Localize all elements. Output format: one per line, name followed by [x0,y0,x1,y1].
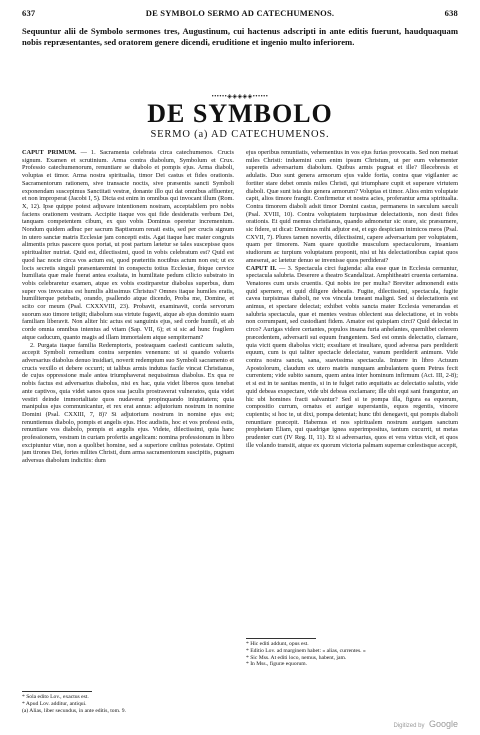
footnote: * Editio Lov. ad marginem habet: « alias, currentes. » [246,647,366,654]
footnote: * Apud Lov. additur, antiqui. [22,700,87,707]
paragraph [246,265,458,450]
running-header [22,8,458,22]
paragraph [22,149,234,342]
footnotes-right [246,641,458,668]
right-page-number: 638 [444,8,458,18]
watermark-prefix: Digitized by [393,723,425,729]
running-title: DE SYMBOLO SERMO AD CATECHUMENOS. [145,8,335,18]
right-text-column [246,149,458,633]
footnote: (a) Alias, liber secundus, in ante editis, tom. 9. [22,707,126,714]
chapter-lead: CAPUT PRIMUM. [22,149,77,156]
paragraph-text: — 3. Spectacula circi fugienda: alia esse quæ in Ecclesia cernuntur, spectacula salubria. Deserere a theatro Scandalizat. Amphitheatri cruenta certamina. Venatores cum ursis cruentis. Qui nobis ire per multa? Breviter admonendi estis quid spernere, et quid diligere debeatis. Fugite, dilectissimi, spectacula, fugite cavea turpisimas diaboli, ne vos vincula teneant maligni. Sed si delectationis est animus, et spectare delectat; exhibet vobis sancta mater Ecclesia venerandas et salubria spectacula, quæ et mentes vestras oblectent sua delectatione, et in vobis non corrumpant, sed custodiant fidem. Amator est quispiam circi? Quid delectat in circo? Aurigas videre certantes, populos insana furia anhelantes, quemlibet celerem præcedentem, adversarii sui equum frangentem. Sed est omnis delectatio, clamare, quia vicit quem diabolus vicit; exsultare et insultare, quod adversa pars perdiderit equum, cum is qui taliter spectacle delectatur, vanum perdiderit animum. Vide contra nostra sancta, sana, suavissima spectacula. Intuere in libro Actuum Apostolorum, claudum ex utero matris nunquam ambulantem quem Petrus fecit currentem; vide subito sanum, quem antea inter hominum infirmum (Act. III, 2-8); et si est in te sanitas mentis, si in te fulget ratio æquitatis ac delectatio salutis, vide quid debeas exspectare, vide ubi debeas exclamare; ille ubi equi sani franguntur, an hic ubi homines fracti salvantur? Sed si te pompa illa, figura ea equorum, compositio currum, ornatus et aurigæ superstantis, equos regentis, vincere cupientis; si hoc te, ut dixi, pompa detentat; hunc tibi denegavit, qui pompis diaboli renuntiare præcepit. Habemus et nos spiritualem nostrum aurigam sanctum prophetam Eliam, qui quadrigæ ignea superimpositus, tantum cucurrit, ut metas prudenter curt (IV Reg. II, 11). Et si adversarius, quos et vera virtus vicit, et quos ille volando transiit, atque ex quorum victoria palmam supernæ cœlestisque accepit, [246,264,458,449]
intro-paragraph: Sequuntur alii de Symbolo sermones tres, Augustinum, cui hactenus adscripti in ante editis fuerunt, haudquaquam nobis repræsentantes, sed oratorem genere dicendi, eruditione et ingenio multo inferiorem. [22,26,458,47]
footnote: * Hic editi addunt, opus est. [246,641,309,647]
digitized-watermark [393,719,458,729]
left-page-number: 637 [22,8,36,18]
google-logo: Google [428,719,458,729]
footnote: * Sola edito Lov., exactus est. [22,694,89,700]
footnote-rule [246,638,316,639]
left-text-column [22,149,234,689]
chapter-lead: CAPUT II. [246,264,277,272]
paragraph-text: — 1. Sacramenta celebrata circa catechumenos. Crucis signum. Examen et scrutinium. Arma contra diabolum, Symbolum et Crux. Professio catechumenorum, renuntiare se diabolo et pompis ejus. Arma diaboli, voluptas et timor. Arma nostra spiritualia, timor Dei castus et fides orationis. Sacramentorum rationem, sive transacte noctis, sive præsentis sancti Symboli exponendam suscepimus Sanctitati vestræ, donante illo qui dat omnibus affluenter, et non improperat (Jacobi I, 5). Dicta est enim in omnibus qui invocant illum (Rom. X, 12). Ipse quippe potest adjuvare intentionem nostram, acceptabilem pro nobis faciens orationem vestram. Accipite itaque vos qui fide desideratis verbum Dei, tanquam competentem cibum, ex quo vobis Dominus operetur incrementum. Nondum quidem adhuc per sacrum Baptismum renati estis, sed per crucis signum in utero sanctæ matris Ecclesiæ jam concepti estis. Agat itaque hæc mater congruis alimentis prius pascere quos portat, ut post partum lætetur se tales suscepisse quos spiritualiter nutriat. Quid est, dilectissimi, quod in vobis celebratum est? Quid est quod hac nocte circa vos actum est, quod præteritis noctibus actum non est; ut ex locis secretis singuli præsentaremini in conspectu totius Ecclesiæ, ibique cervice humiliata quæ male fuerat antea exaltata, in humilitate pedum cilicio substrato in vobis celebraretur examen, atque ex vobis exstirparetur diabolus superbus, dum super vos invocatus est humilis altissimus Christus? Omnes itaque humiles eratis, humiliterque petebatis, orando, psallendo atque dicendo, Proba me, Domine, et scito cor meum (Psal. CXXXVIII, 23). Probavit, examinavit, corda servorum suorum suo timore tetigit; diabolum sua virtute fugavit, atque ab ejus dominio suam familiam liberavit. Non aliter hic actus est sanguinis ejus, sed corde humili, et ab corde omnia omnibus intentus ad vitam (Sap. VII, 6); et si sic ad hunc fragilem atque caducum, quanto magis ad illam immortalem atque sempiternam? [22,149,234,341]
footnotes-left [22,694,234,714]
footnote-rule [22,691,92,692]
ornament-divider: ••••••◈◈◈◈◈•••••• [211,94,269,100]
sermon-subtitle: SERMO (a) AD CATECHUMENOS. [150,129,330,140]
paragraph [22,342,234,465]
footnote: * Sic Mss. At editi loco, nemus, habent, jam. [246,654,347,661]
paragraph-text: ejus operibus renuntiatis, vehementius in vos ejus furias provocatis. Sed non metuat miles Christi: induemini cum enim ipsum Christum, ut per eum vehementer superetis adversarium diabolum. Quibus armis pugnat et ille? Illecebresis et adulatis. Duo sunt genera armorum ejus valde fortia, contra quæ vigilanter ac fortiter stare debet omnis miles Christi, qui triumphare cupit et superare virtutem diaboli. Quæ sunt ista duo genera armorum? Voluptas et timor. Alios enim voluptate capit, alios timore frangit. Confirmetur et nostra acies, proferantur arma spiritualia. Contra timorem diaboli adsit timor Domini castus, permanens in sæculum sæculi (Psal. XVIII, 10). Contra voluptatem turpissimæ delectationis, non desit fides orationis. Et quid memus christianus, quando admonetur sic orare, sic præsumere, sic fidere, ut dicat: Dominus mihi adjutor est, et ego despiciam inimicos meos (Psal. CXVII, 7). Plures tamen novertis, dilectissimi, capere adversarium per voluptatem, quam per timorem. Nam quare quotidie musculum spectaculorum, insaniam studiorum ac turpium voluptatum proponit, nisi ut his delectationibus capiat quos ameserat, ac lætetur denuo se invenisse quos perdiderat? [246,149,458,264]
paragraph-text: 2. Purgata itaque familia Redemptoris, posteaquam caelesti canticum salutis, accepit Symboli remedium contra serpentes venenum: ut si quando volueris adversarius diabolus denuo insidiari, noverit redemptum suo Symboli sacramento et crucis vexillo ei debere occurri; ut talibus armis indutus facile vincat Christianus, de cujus oppressione male antea triumphaverat nequissimus diabolus. Ex qua re nobis factus est adversarius diabolus, nisi ex hac, quia videt liberos quos tenebat ante captivos, quia videt sanos quos sua jaculis prostraverat vulneratos, quia videt vestiri deinde immortalitate quos nudaverat propinquando iniquitatem; quia manipulus ejus communicantur, et rex erat annus: adjutorium nostrum in nomine Domini (Psal. CXXIII, 7, 8)? Si adjutorium nostrum in nomine ejus est; renuntiemus diabolo, pompis et angelis ejus. Hoc audistis, hoc et vos professi estis, renuntiare vos diabolo, pompis et angelis ejus. Videte, dilectissimi, quia hanc professionem, vestram in curiam profertis angelicam: nomina professionum in libro excipiuntur vitæ, non a quolibet homine, sed a superiore cœlitus potestate. Optimi jam tirones Dei, fortes milites Christi, dum arma sacramentorum suscipitis, pugnam adversus diabolum indicitis: dum [22,341,234,465]
paragraph [246,149,458,265]
sermon-title: DE SYMBOLO [147,99,333,128]
footnote: * In Mss., figuræ equorum. [246,661,308,668]
